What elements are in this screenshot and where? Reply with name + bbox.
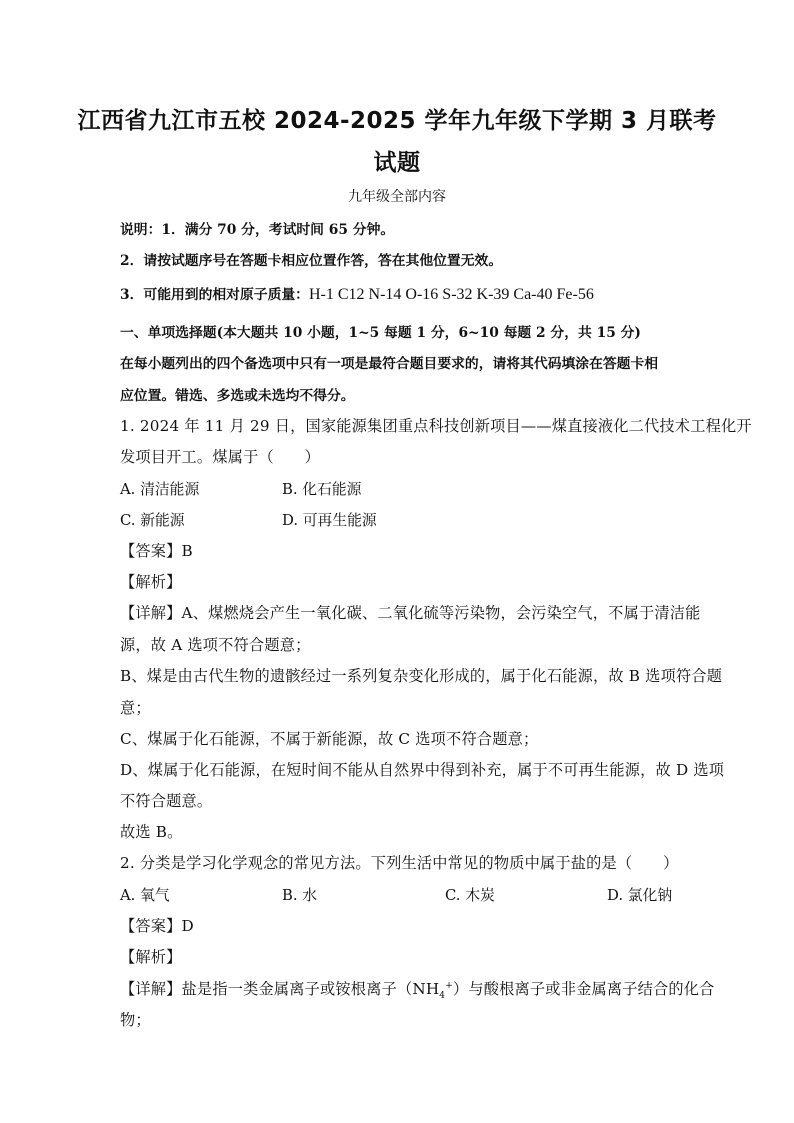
- q1-analysis-label: 【解析】: [120, 573, 182, 591]
- ammonium-subscript: 4: [439, 991, 446, 1002]
- q1-option-a: A. 清洁能源: [120, 481, 200, 498]
- ammonium-superscript: +: [445, 980, 453, 991]
- q1-stem-line-1: 1. 2024 年 11 月 29 日，国家能源集团重点科技创新项目——煤直接液化二代技术工程化开: [120, 417, 752, 435]
- q1-conclusion: 故选 B。: [120, 823, 183, 841]
- q1-detail-line-1: 【详解】A、煤燃烧会产生一氧化碳、二氧化硫等污染物，会污染空气，不属于清洁能: [120, 604, 701, 622]
- atomic-masses: H-1 C12 N-14 O-16 S-32 K-39 Ca-40 Fe-56: [308, 286, 594, 303]
- q2-option-b: B. 水: [282, 887, 318, 904]
- note-3-label: 3．可能用到的相对原子质量：: [120, 287, 309, 303]
- q1-option-d: D. 可再生能源: [282, 512, 377, 529]
- section-heading: 一、单项选择题(本大题共 10 小题，1~5 每题 1 分，6~10 每题 2 分，共 15 分): [120, 325, 641, 341]
- q2-detail-pre: 【详解】盐是指一类金属离子或铵根离子（NH: [120, 980, 440, 998]
- section-instructions-line-1: 在每小题列出的四个备选项中只有一项是最符合题目要求的，请将其代码填涂在答题卡相: [120, 356, 659, 372]
- note-3: [120, 283, 680, 304]
- q2-option-a: A. 氧气: [120, 887, 170, 904]
- q2-detail-line-1: [120, 978, 715, 1002]
- q1-detail-line-4: 意；: [120, 699, 151, 717]
- section-instructions-line-2: 应位置。错选、多选或未选均不得分。: [120, 388, 355, 404]
- q2-stem: 2. 分类是学习化学观念的常见方法。下列生活中常见的物质中属于盐的是（ ）: [120, 854, 679, 872]
- q2-detail-post: ）与酸根离子或非金属离子结合的化合: [452, 980, 715, 998]
- q1-detail-line-5: C、煤属于化石能源，不属于新能源，故 C 选项不符合题意；: [120, 730, 539, 748]
- document-title-line-1: 江西省九江市五校 2024-2025 学年九年级下学期 3 月联考: [77, 108, 717, 134]
- q1-detail-line-7: 不符合题意。: [120, 792, 213, 810]
- q1-answer: 【答案】B: [120, 542, 193, 560]
- q1-stem-line-2: 发项目开工。煤属于（ ）: [120, 448, 321, 466]
- q1-detail-line-6: D、煤属于化石能源，在短时间不能从自然界中得到补充，属于不可再生能源，故 D 选项: [120, 761, 725, 779]
- q1-option-b: B. 化石能源: [282, 481, 362, 498]
- q1-detail-line-3: B、煤是由古代生物的遗骸经过一系列复杂变化形成的，属于化石能源，故 B 选项符合题: [120, 667, 723, 685]
- q2-detail-line-2: 物；: [120, 1011, 151, 1029]
- document-subtitle: 九年级全部内容: [348, 189, 446, 205]
- q2-analysis-label: 【解析】: [120, 948, 182, 966]
- note-2: 2．请按试题序号在答题卡相应位置作答，答在其他位置无效。: [120, 253, 503, 269]
- q2-option-d: D. 氯化钠: [607, 887, 673, 904]
- document-title-line-2: 试题: [373, 150, 421, 176]
- note-1: 说明：1．满分 70 分，考试时间 65 分钟。: [120, 222, 395, 238]
- q1-option-c: C. 新能源: [120, 512, 185, 529]
- q2-option-c: C. 木炭: [445, 887, 495, 904]
- q2-answer: 【答案】D: [120, 917, 194, 935]
- q1-detail-line-2: 源，故 A 选项不符合题意；: [120, 636, 311, 654]
